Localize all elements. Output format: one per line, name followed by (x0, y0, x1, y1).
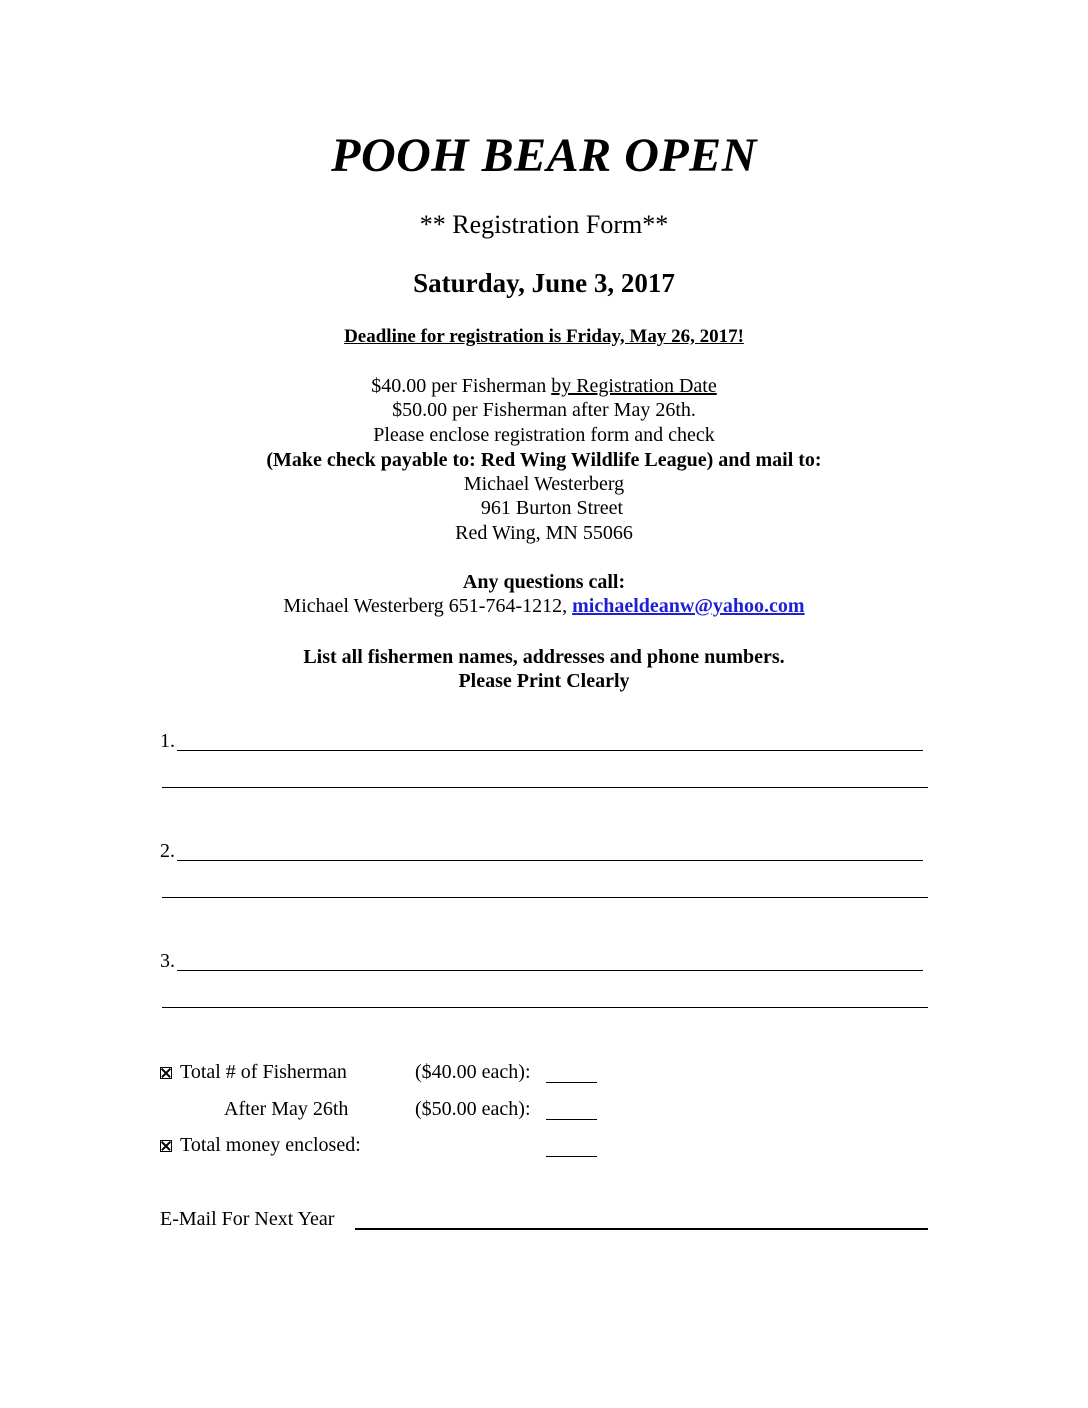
total-money-checkbox[interactable] (160, 1140, 172, 1152)
early-fee-text: $40.00 per Fisherman (371, 375, 552, 397)
form-subtitle: ** Registration Form** (419, 210, 669, 239)
mail-city: Red Wing, MN 55066 (455, 522, 633, 544)
entry-2-line-1[interactable] (177, 860, 923, 861)
entry-number-2: 2. (160, 840, 175, 862)
mail-street: 961 Burton Street (480, 497, 624, 519)
total-fishermen-blank[interactable] (546, 1064, 597, 1083)
contact-email-link[interactable]: michaeldeanw@yahoo.com (572, 595, 805, 617)
entry-number-3: 3. (160, 950, 175, 972)
total-price-label: ($40.00 each): (415, 1061, 531, 1083)
late-fee-line: $50.00 per Fisherman after May 26th. (392, 399, 696, 421)
after-price-label: ($50.00 each): (415, 1098, 531, 1120)
total-money-blank[interactable] (546, 1138, 597, 1157)
enclose-line: Please enclose registration form and check (373, 424, 715, 446)
after-date-blank[interactable] (546, 1101, 597, 1120)
contact-line (0, 594, 1088, 619)
total-fishermen-row (160, 1061, 347, 1084)
total-money-row (160, 1134, 361, 1157)
page-title: POOH BEAR OPEN (331, 129, 757, 182)
entry-1-line-1[interactable] (177, 750, 923, 751)
early-fee-deadline: by Registration Date (551, 375, 717, 397)
total-money-label: Total money enclosed: (180, 1134, 361, 1156)
early-fee-line (0, 374, 1088, 399)
questions-heading: Any questions call: (462, 571, 626, 593)
registration-deadline: Deadline for registration is Friday, May 26, 2017! (344, 326, 744, 347)
instructions-line1: List all fishermen names, addresses and phone numbers. (303, 646, 785, 668)
payable-line: (Make check payable to: Red Wing Wildlife League) and mail to: (266, 449, 822, 471)
instructions-line2: Please Print Clearly (458, 670, 630, 692)
after-date-label: After May 26th (224, 1098, 349, 1120)
entry-1-line-2[interactable] (162, 787, 928, 788)
entry-3-line-1[interactable] (177, 970, 923, 971)
event-date: Saturday, June 3, 2017 (413, 268, 675, 298)
total-fishermen-label: Total # of Fisherman (180, 1061, 347, 1083)
mail-name: Michael Westerberg (463, 473, 625, 495)
entry-2-line-2[interactable] (162, 897, 928, 898)
total-fishermen-checkbox[interactable] (160, 1067, 172, 1079)
entry-3-line-2[interactable] (162, 1007, 928, 1008)
email-next-year-label: E-Mail For Next Year (160, 1208, 335, 1230)
email-next-year-field[interactable] (355, 1228, 928, 1230)
entry-number-1: 1. (160, 730, 175, 752)
contact-phone: Michael Westerberg 651-764-1212, (283, 595, 573, 617)
